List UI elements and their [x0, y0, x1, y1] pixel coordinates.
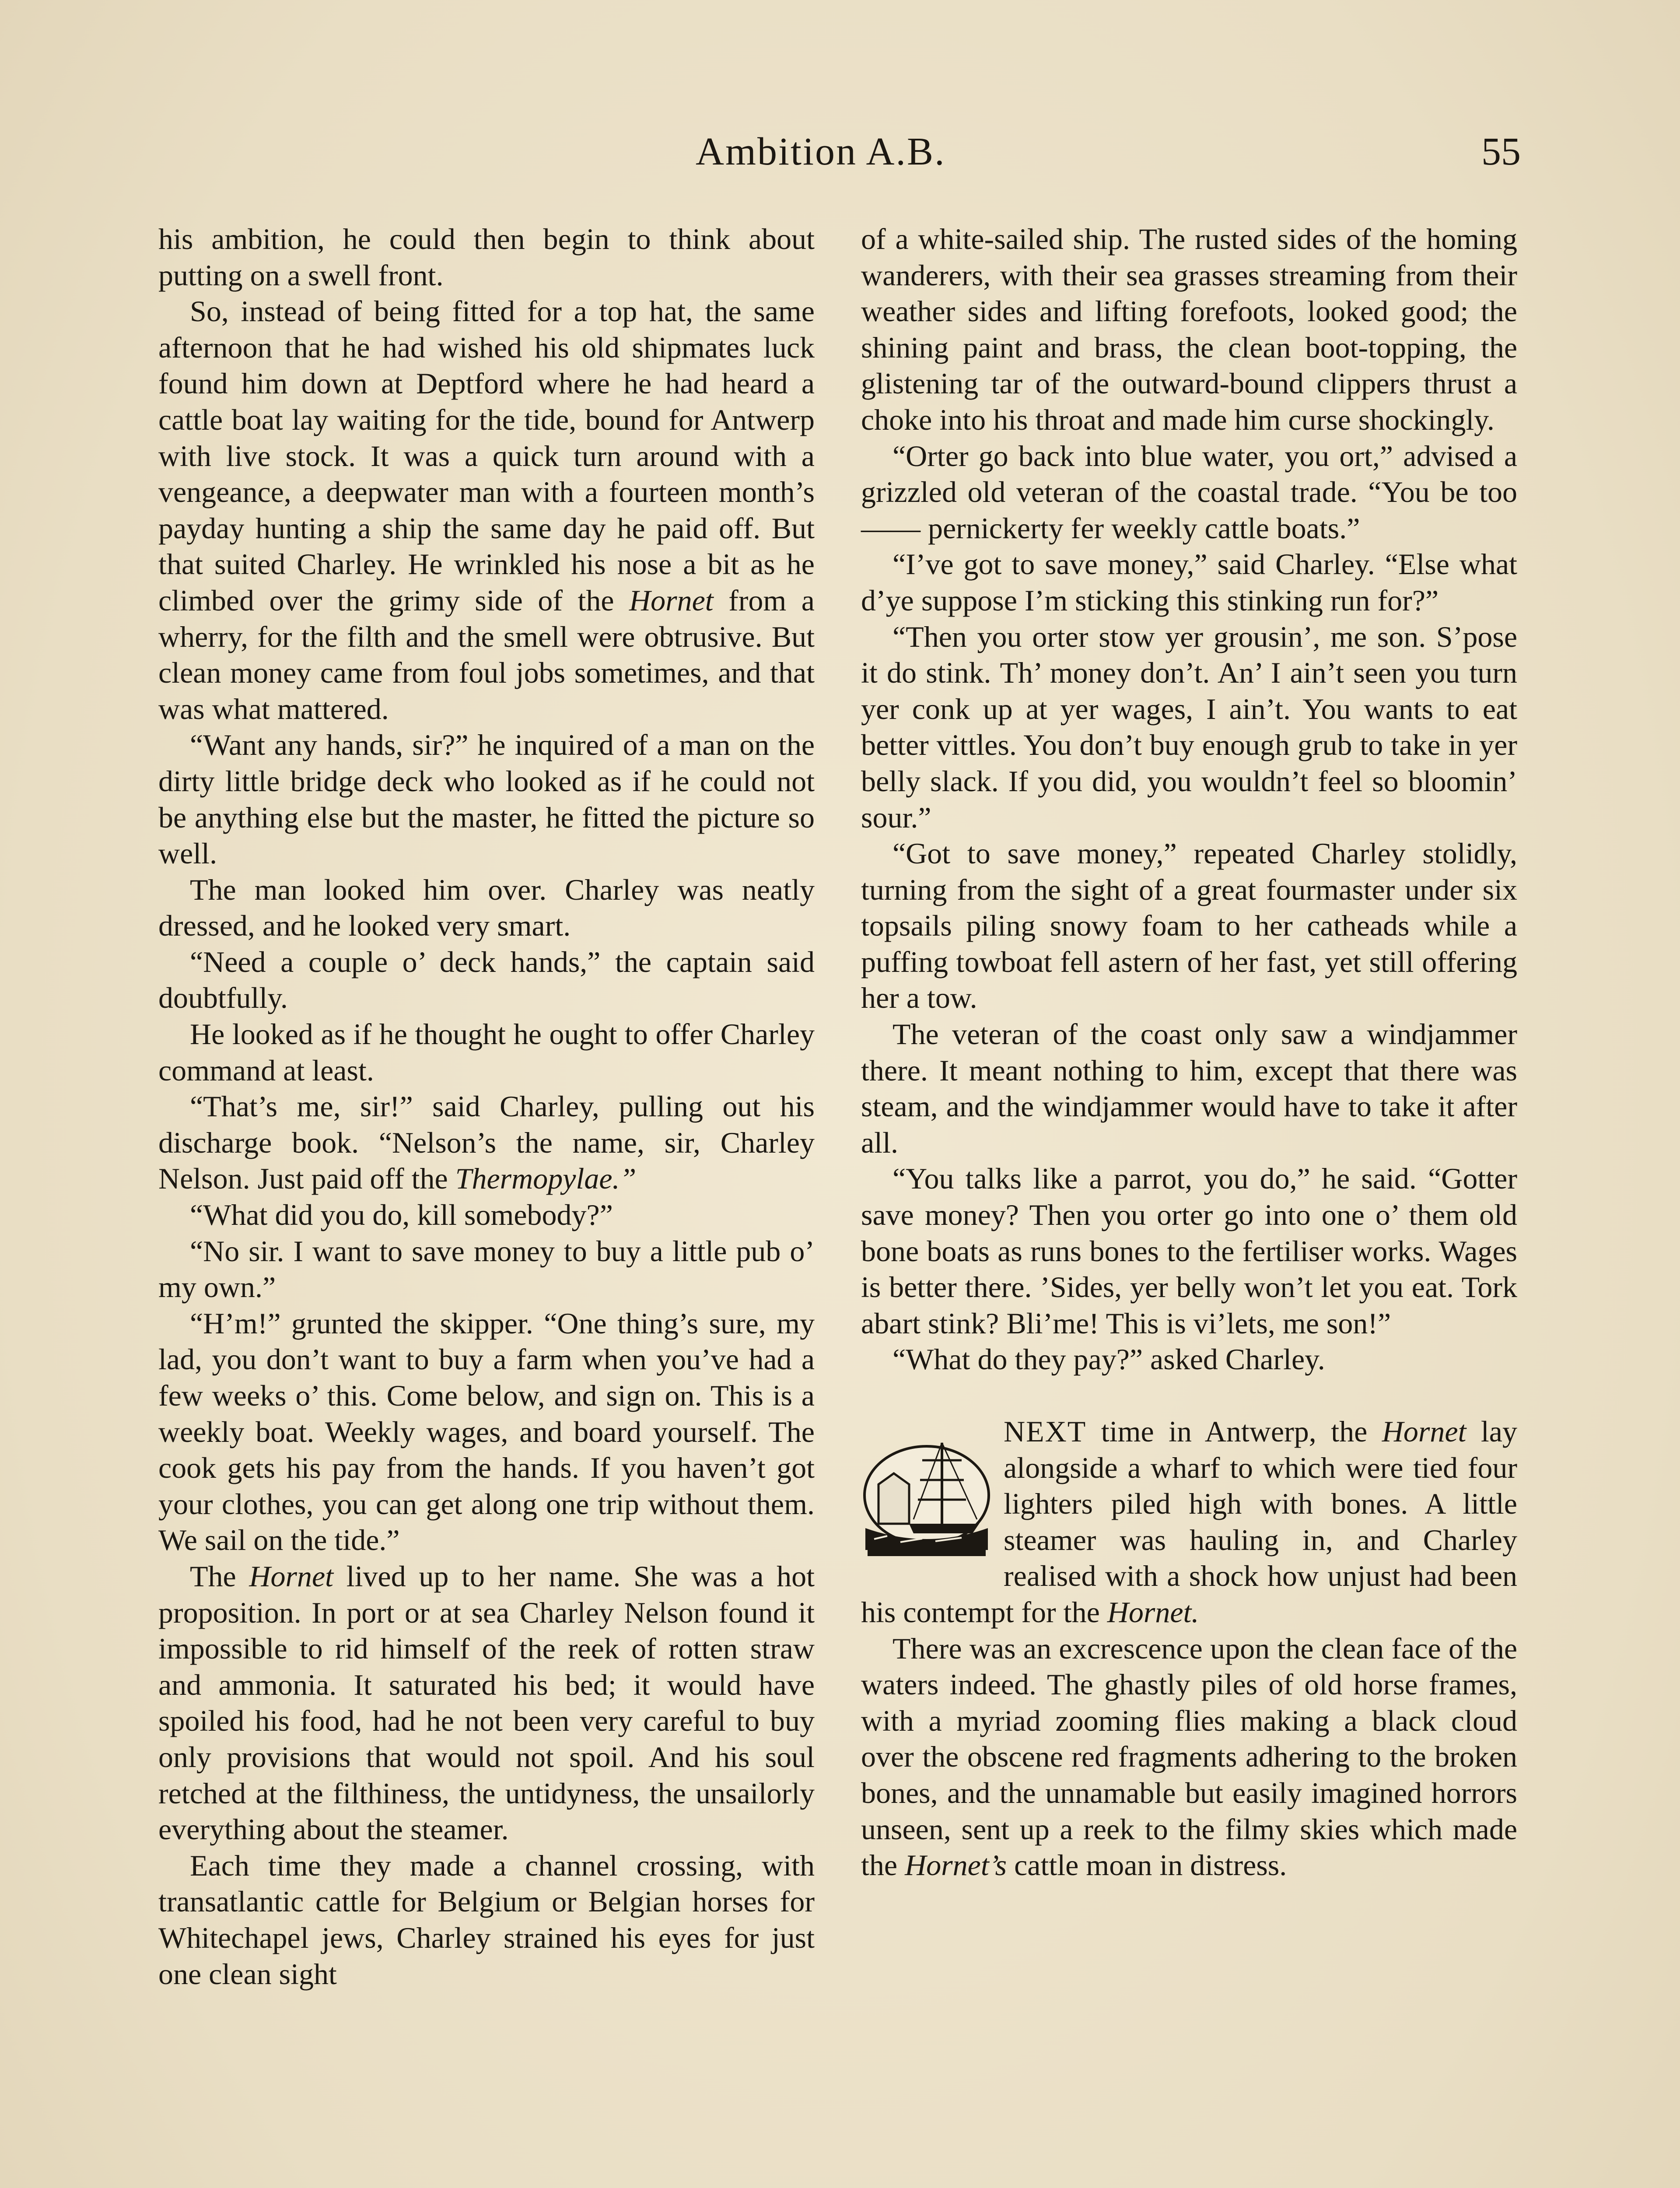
- paragraph: “What do they pay?” asked Charley.: [892, 1343, 1325, 1376]
- paragraph: “H’m!” grunted the skipper. “One thing’s sure, my lad, you don’t want to buy a farm when you’ve had a few weeks o’ this. Come below, and sign on. This is a weekly boat. Weekly wages, and board yourself. The cook gets his pay from the hands. If you haven’t got your clothes, you can get along one trip without them. We sail on the tide.”: [158, 1306, 815, 1557]
- paragraph: “Then you orter stow yer grousin’, me son. S’pose it do stink. Th’ money don’t. An’ I ain’t seen you turn yer conk up at yer wages, I ain’t. You wants to eat better vittles. You don’t buy enough grub to take in yer belly slack. If you did, you wouldn’t feel so bloomin’ sour.”: [861, 620, 1517, 834]
- paragraph: “You talks like a parrot, you do,” he said. “Gotter save money? Then you orter go into one o’ them old bone boats as runs bones to the fertiliser works. Wages is better there. ’Sides, yer belly won’t let you eat. Tork abart stink? Bli’me! This is vi’lets, me son!”: [861, 1162, 1517, 1340]
- running-title: Ambition A.B.: [696, 130, 946, 173]
- paragraph: “Want any hands, sir?” he inquired of a man on the dirty little bridge deck who looked as if he could not be anything else but the master, he fitted the picture so well.: [158, 728, 815, 870]
- paragraph: There was an excrescence upon the clean face of the waters indeed. The ghastly piles of old horse frames, with a myriad zooming flies making a black cloud over the obscene red fragments adhering to the broken bones, and the unnamable but easily imagined horrors unseen, sent up a reek to the filmy skies which made the Hornet’s cattle moan in distress.: [861, 1631, 1517, 1882]
- paragraph: The man looked him over. Charley was neatly dressed, and he looked very smart.: [158, 873, 815, 943]
- paragraph: “Got to save money,” repeated Charley stolidly, turning from the sight of a great fourmaster under six topsails piling snowy foam to her catheads while a puffing towboat fell astern of her fast, yet still offering her a tow.: [861, 837, 1517, 1015]
- ship-name: Hornet.: [1107, 1595, 1199, 1629]
- ship-name: Hornet: [1382, 1415, 1466, 1448]
- paragraph: The Hornet lived up to her name. She was a hot proposition. In port or at sea Charley Nelson found it impossible to rid himself of the reek of rotten straw and ammonia. It saturated his bed; it would have spoiled his food, had he not been very careful to buy only provisions that would not spoil. And his soul retched at the filthiness, the untidyness, the unsailorly everything about the steamer.: [158, 1559, 815, 1846]
- paragraph: The veteran of the coast only saw a windjammer there. It meant nothing to him, except that there was steam, and the windjammer would have to take it after all.: [861, 1017, 1517, 1159]
- left-column: [158, 221, 815, 1992]
- paragraph: “I’ve got to save money,” said Charley. “Else what d’ye suppose I’m sticking this stinking run for?”: [861, 547, 1517, 617]
- ship-name: Hornet: [249, 1559, 334, 1593]
- paragraph: Each time they made a channel crossing, with transatlantic cattle for Belgium or Belgian horses for Whitechapel jews, Charley strained his eyes for just one clean sight: [158, 1848, 815, 1991]
- ship-name: Hornet’s: [905, 1848, 1007, 1882]
- paragraph: He looked as if he thought he ought to offer Charley command at least.: [158, 1017, 815, 1087]
- sailing-ship-vignette-icon: [861, 1419, 992, 1565]
- paragraph: his ambition, he could then begin to think about putting on a swell front.: [158, 222, 815, 292]
- page-number: 55: [1481, 130, 1521, 173]
- page-header: [0, 129, 1680, 190]
- ship-name: Hornet: [629, 583, 714, 617]
- paragraph: of a white-sailed ship. The rusted sides of the homing wanderers, with their sea grasses streaming from their weather sides and lifting forefoots, looked good; the shining paint and brass, the clean boot-topping, the glistening tar of the outward-bound clippers thrust a choke into his throat and made him curse shockingly.: [861, 222, 1517, 436]
- paragraph: “No sir. I want to save money to buy a little pub o’ my own.”: [158, 1234, 815, 1304]
- paragraph: “What did you do, kill somebody?”: [190, 1198, 613, 1232]
- paragraph: “Orter go back into blue water, you ort,” advised a grizzled old veteran of the coastal trade. “You be too —— pernickerty fer weekly cattle boats.”: [861, 439, 1517, 545]
- paragraph: So, instead of being fitted for a top hat, the same afternoon that he had wished his old shipmates luck found him down at Deptford where he had heard a cattle boat lay waiting for the tide, bound for Antwerp with live stock. It was a quick turn around with a vengeance, a deepwater man with a fourteen month’s payday hunting a ship the same day he paid off. But that suited Charley. He wrinkled his nose a bit as he climbed over the grimy side of the Hornet from a wherry, for the filth and the smell were obtrusive. But clean money came from foul jobs sometimes, and that was what mattered.: [158, 295, 815, 726]
- ship-name: Thermopylae.”: [455, 1162, 637, 1196]
- paragraph: “Need a couple o’ deck hands,” the captain said doubtfully.: [158, 945, 815, 1015]
- section-opening-paragraph: NEXT time in Antwerp, the Hornet lay alongside a wharf to which were tied four lighters piled high with bones. A little steamer was hauling in, and Charley realised with a shock how unjust had been his contempt for the Hornet.: [861, 1415, 1517, 1629]
- right-column: [861, 221, 1517, 1883]
- paragraph: “That’s me, sir!” said Charley, pulling out his discharge book. “Nelson’s the name, sir, Charley Nelson. Just paid off the Thermopylae.”: [158, 1090, 815, 1196]
